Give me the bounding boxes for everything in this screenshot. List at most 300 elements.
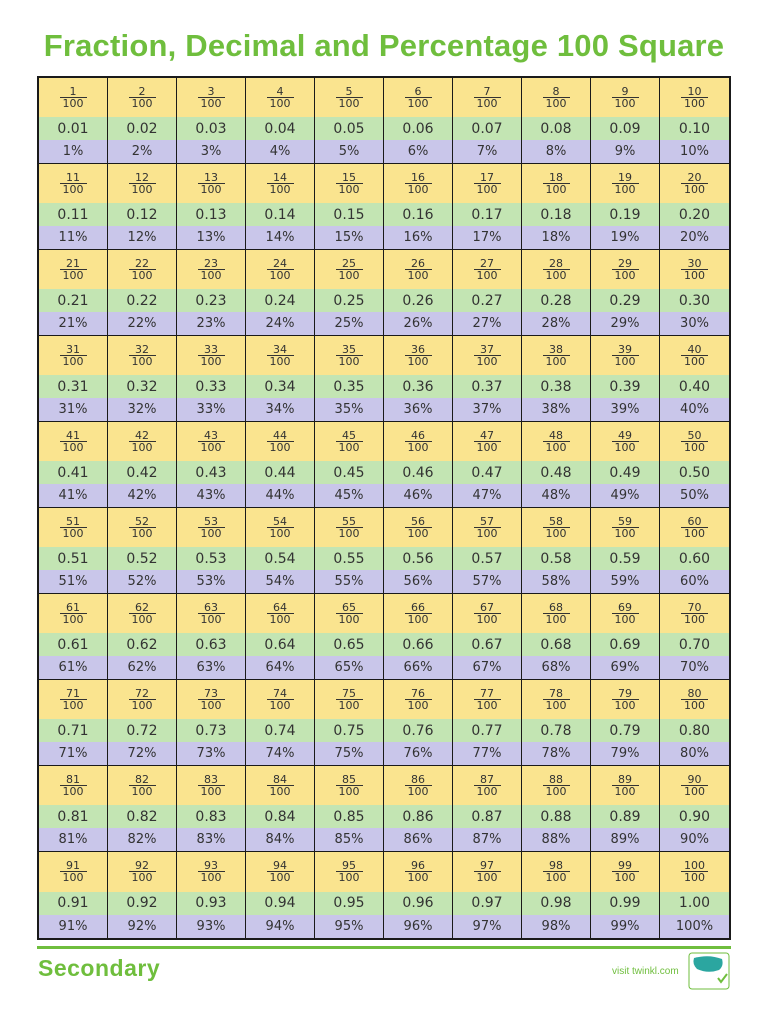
percentage-value: 2% bbox=[108, 140, 176, 163]
fraction-denominator: 100 bbox=[612, 613, 639, 626]
fraction-denominator: 100 bbox=[405, 527, 432, 540]
fraction-numerator: 99 bbox=[618, 858, 632, 872]
fraction-band bbox=[453, 680, 521, 719]
fraction-denominator: 100 bbox=[543, 527, 570, 540]
percentage-value: 9% bbox=[591, 140, 659, 163]
fraction-band bbox=[591, 336, 659, 375]
fraction-numerator: 9 bbox=[621, 84, 629, 98]
fraction-band bbox=[453, 852, 521, 892]
fraction-denominator: 100 bbox=[474, 785, 501, 798]
percentage-value: 61% bbox=[39, 656, 107, 679]
fraction-numerator: 77 bbox=[480, 686, 494, 700]
fraction-numerator: 70 bbox=[687, 600, 702, 614]
decimal-value: 0.47 bbox=[453, 461, 521, 484]
grid-cell bbox=[177, 422, 246, 508]
decimal-value: 0.55 bbox=[315, 547, 383, 570]
decimal-value: 0.79 bbox=[591, 719, 659, 742]
grid-cell bbox=[453, 336, 522, 422]
grid-cell bbox=[591, 680, 660, 766]
decimal-value: 0.86 bbox=[384, 805, 452, 828]
percentage-value: 25% bbox=[315, 312, 383, 335]
decimal-value: 0.63 bbox=[177, 633, 245, 656]
decimal-value: 0.03 bbox=[177, 117, 245, 140]
decimal-value: 0.28 bbox=[522, 289, 590, 312]
decimal-value: 0.81 bbox=[39, 805, 107, 828]
percentage-value: 78% bbox=[522, 742, 590, 765]
fraction-denominator: 100 bbox=[405, 183, 432, 196]
grid-cell bbox=[453, 766, 522, 852]
percentage-value: 27% bbox=[453, 312, 521, 335]
grid-cell bbox=[177, 164, 246, 250]
decimal-value: 0.78 bbox=[522, 719, 590, 742]
grid-cell bbox=[660, 594, 729, 680]
grid-cell bbox=[39, 766, 108, 852]
grid-cell bbox=[315, 336, 384, 422]
fraction-band bbox=[108, 852, 176, 892]
percentage-value: 15% bbox=[315, 226, 383, 249]
fraction-numerator: 14 bbox=[273, 170, 287, 184]
fraction-denominator: 100 bbox=[405, 97, 432, 110]
fraction-band bbox=[315, 78, 383, 117]
fraction-band bbox=[660, 766, 729, 805]
decimal-value: 0.64 bbox=[246, 633, 314, 656]
visit-link[interactable]: visit twinkl.com bbox=[612, 966, 679, 977]
fraction-band bbox=[39, 766, 107, 805]
fraction-numerator: 80 bbox=[687, 686, 702, 700]
fraction-numerator: 23 bbox=[204, 256, 218, 270]
percentage-value: 72% bbox=[108, 742, 176, 765]
decimal-value: 0.02 bbox=[108, 117, 176, 140]
fraction-denominator: 100 bbox=[612, 97, 639, 110]
fraction-numerator: 82 bbox=[135, 772, 149, 786]
fraction-numerator: 84 bbox=[273, 772, 287, 786]
fraction-denominator: 100 bbox=[336, 355, 363, 368]
fraction-denominator: 100 bbox=[267, 871, 294, 884]
fraction-numerator: 28 bbox=[549, 256, 563, 270]
fraction-numerator: 20 bbox=[687, 170, 702, 184]
fraction-band bbox=[177, 508, 245, 547]
grid-cell bbox=[591, 250, 660, 336]
fraction-denominator: 100 bbox=[681, 871, 708, 884]
decimal-value: 0.84 bbox=[246, 805, 314, 828]
decimal-value: 0.61 bbox=[39, 633, 107, 656]
fraction-band bbox=[246, 852, 314, 892]
grid-cell bbox=[384, 508, 453, 594]
grid-cell bbox=[660, 250, 729, 336]
fraction-denominator: 100 bbox=[543, 785, 570, 798]
fraction-numerator: 48 bbox=[549, 428, 563, 442]
grid-cell bbox=[39, 594, 108, 680]
fraction-band bbox=[522, 508, 590, 547]
grid-cell bbox=[246, 852, 315, 938]
grid-cell bbox=[522, 336, 591, 422]
grid-cell bbox=[39, 250, 108, 336]
decimal-value: 0.72 bbox=[108, 719, 176, 742]
fraction-band bbox=[39, 508, 107, 547]
fraction-band bbox=[39, 422, 107, 461]
fraction-numerator: 56 bbox=[411, 514, 425, 528]
fraction-numerator: 26 bbox=[411, 256, 425, 270]
fraction-denominator: 100 bbox=[198, 183, 225, 196]
fraction-numerator: 50 bbox=[687, 428, 702, 442]
percentage-value: 18% bbox=[522, 226, 590, 249]
percentage-value: 28% bbox=[522, 312, 590, 335]
decimal-value: 0.13 bbox=[177, 203, 245, 226]
fraction-band bbox=[315, 250, 383, 289]
decimal-value: 0.67 bbox=[453, 633, 521, 656]
fraction-denominator: 100 bbox=[267, 699, 294, 712]
fraction-denominator: 100 bbox=[681, 183, 708, 196]
percentage-value: 32% bbox=[108, 398, 176, 421]
fraction-denominator: 100 bbox=[129, 355, 156, 368]
fraction-band bbox=[453, 594, 521, 633]
fraction-denominator: 100 bbox=[543, 355, 570, 368]
grid-cell bbox=[315, 508, 384, 594]
grid-cell bbox=[315, 680, 384, 766]
decimal-value: 0.88 bbox=[522, 805, 590, 828]
decimal-value: 0.39 bbox=[591, 375, 659, 398]
fraction-band bbox=[177, 594, 245, 633]
grid-cell bbox=[384, 680, 453, 766]
percentage-value: 75% bbox=[315, 742, 383, 765]
percentage-value: 64% bbox=[246, 656, 314, 679]
percentage-value: 5% bbox=[315, 140, 383, 163]
fraction-denominator: 100 bbox=[681, 613, 708, 626]
fraction-band bbox=[384, 594, 452, 633]
grid-cell bbox=[453, 250, 522, 336]
fraction-denominator: 100 bbox=[336, 871, 363, 884]
percentage-value: 42% bbox=[108, 484, 176, 507]
fraction-band bbox=[384, 766, 452, 805]
percentage-value: 69% bbox=[591, 656, 659, 679]
percentage-value: 46% bbox=[384, 484, 452, 507]
grid-cell bbox=[591, 164, 660, 250]
fraction-band bbox=[39, 852, 107, 892]
grid-cell bbox=[108, 336, 177, 422]
fraction-denominator: 100 bbox=[543, 97, 570, 110]
decimal-value: 0.68 bbox=[522, 633, 590, 656]
decimal-value: 0.18 bbox=[522, 203, 590, 226]
grid-cell bbox=[246, 594, 315, 680]
fraction-numerator: 18 bbox=[549, 170, 563, 184]
decimal-value: 0.62 bbox=[108, 633, 176, 656]
fraction-band bbox=[315, 422, 383, 461]
percentage-value: 36% bbox=[384, 398, 452, 421]
fraction-denominator: 100 bbox=[129, 527, 156, 540]
fraction-numerator: 54 bbox=[273, 514, 287, 528]
fraction-numerator: 69 bbox=[618, 600, 632, 614]
fraction-denominator: 100 bbox=[543, 613, 570, 626]
percentage-value: 96% bbox=[384, 915, 452, 938]
decimal-value: 0.29 bbox=[591, 289, 659, 312]
fraction-denominator: 100 bbox=[474, 871, 501, 884]
fraction-denominator: 100 bbox=[267, 613, 294, 626]
twinkl-logo-icon[interactable] bbox=[688, 952, 730, 990]
fraction-denominator: 100 bbox=[336, 97, 363, 110]
fraction-numerator: 8 bbox=[552, 84, 560, 98]
percentage-value: 53% bbox=[177, 570, 245, 593]
fraction-denominator: 100 bbox=[267, 527, 294, 540]
fraction-numerator: 100 bbox=[684, 858, 705, 872]
fraction-band bbox=[108, 680, 176, 719]
fraction-numerator: 46 bbox=[411, 428, 425, 442]
decimal-value: 0.77 bbox=[453, 719, 521, 742]
fraction-numerator: 90 bbox=[687, 772, 702, 786]
percentage-value: 68% bbox=[522, 656, 590, 679]
fraction-band bbox=[39, 250, 107, 289]
fraction-denominator: 100 bbox=[543, 871, 570, 884]
fraction-band bbox=[453, 164, 521, 203]
decimal-value: 0.54 bbox=[246, 547, 314, 570]
grid-cell bbox=[522, 250, 591, 336]
fraction-band bbox=[315, 680, 383, 719]
fraction-denominator: 100 bbox=[198, 527, 225, 540]
percentage-value: 17% bbox=[453, 226, 521, 249]
grid-cell bbox=[591, 594, 660, 680]
fraction-denominator: 100 bbox=[336, 527, 363, 540]
fraction-band bbox=[591, 250, 659, 289]
fraction-band bbox=[591, 164, 659, 203]
fraction-numerator: 10 bbox=[687, 84, 702, 98]
grid-cell bbox=[453, 78, 522, 164]
decimal-value: 0.73 bbox=[177, 719, 245, 742]
fraction-band bbox=[522, 422, 590, 461]
fraction-numerator: 76 bbox=[411, 686, 425, 700]
percentage-value: 43% bbox=[177, 484, 245, 507]
fraction-band bbox=[453, 336, 521, 375]
fraction-denominator: 100 bbox=[129, 441, 156, 454]
percentage-value: 29% bbox=[591, 312, 659, 335]
decimal-value: 0.05 bbox=[315, 117, 383, 140]
grid-cell bbox=[246, 422, 315, 508]
fraction-numerator: 58 bbox=[549, 514, 563, 528]
fraction-denominator: 100 bbox=[60, 613, 87, 626]
percentage-value: 16% bbox=[384, 226, 452, 249]
fraction-band bbox=[591, 594, 659, 633]
decimal-value: 0.57 bbox=[453, 547, 521, 570]
secondary-brand-label: Secondary bbox=[38, 955, 161, 981]
grid-cell bbox=[108, 164, 177, 250]
decimal-value: 0.90 bbox=[660, 805, 729, 828]
fraction-denominator: 100 bbox=[474, 527, 501, 540]
fraction-numerator: 66 bbox=[411, 600, 425, 614]
percentage-value: 66% bbox=[384, 656, 452, 679]
grid-cell bbox=[108, 852, 177, 938]
fraction-denominator: 100 bbox=[405, 699, 432, 712]
fraction-numerator: 86 bbox=[411, 772, 425, 786]
grid-cell bbox=[177, 250, 246, 336]
fraction-numerator: 59 bbox=[618, 514, 632, 528]
decimal-value: 0.71 bbox=[39, 719, 107, 742]
fraction-numerator: 45 bbox=[342, 428, 356, 442]
decimal-value: 0.93 bbox=[177, 892, 245, 915]
decimal-value: 0.04 bbox=[246, 117, 314, 140]
fraction-denominator: 100 bbox=[681, 441, 708, 454]
percentage-value: 100% bbox=[660, 915, 729, 938]
grid-cell bbox=[591, 336, 660, 422]
fraction-denominator: 100 bbox=[129, 785, 156, 798]
fraction-band bbox=[384, 508, 452, 547]
grid-cell bbox=[591, 508, 660, 594]
decimal-value: 0.17 bbox=[453, 203, 521, 226]
decimal-value: 0.91 bbox=[39, 892, 107, 915]
fraction-numerator: 72 bbox=[135, 686, 149, 700]
grid-cell bbox=[177, 336, 246, 422]
fraction-numerator: 11 bbox=[66, 170, 80, 184]
decimal-value: 0.32 bbox=[108, 375, 176, 398]
fraction-band bbox=[108, 336, 176, 375]
percentage-value: 79% bbox=[591, 742, 659, 765]
fraction-band bbox=[108, 78, 176, 117]
decimal-value: 0.42 bbox=[108, 461, 176, 484]
fraction-band bbox=[384, 336, 452, 375]
grid-cell bbox=[384, 852, 453, 938]
fraction-denominator: 100 bbox=[198, 269, 225, 282]
fraction-band bbox=[177, 852, 245, 892]
fraction-numerator: 15 bbox=[342, 170, 356, 184]
percentage-value: 24% bbox=[246, 312, 314, 335]
fraction-denominator: 100 bbox=[543, 183, 570, 196]
fraction-denominator: 100 bbox=[474, 613, 501, 626]
fraction-band bbox=[591, 422, 659, 461]
decimal-value: 0.58 bbox=[522, 547, 590, 570]
fraction-denominator: 100 bbox=[405, 871, 432, 884]
grid-cell bbox=[591, 852, 660, 938]
decimal-value: 0.11 bbox=[39, 203, 107, 226]
fraction-numerator: 38 bbox=[549, 342, 563, 356]
fraction-denominator: 100 bbox=[612, 871, 639, 884]
decimal-value: 0.20 bbox=[660, 203, 729, 226]
grid-cell bbox=[453, 852, 522, 938]
fraction-band bbox=[384, 164, 452, 203]
fraction-denominator: 100 bbox=[336, 269, 363, 282]
fraction-numerator: 62 bbox=[135, 600, 149, 614]
fraction-denominator: 100 bbox=[129, 871, 156, 884]
percentage-value: 87% bbox=[453, 828, 521, 851]
decimal-value: 0.34 bbox=[246, 375, 314, 398]
decimal-value: 0.23 bbox=[177, 289, 245, 312]
grid-cell bbox=[522, 508, 591, 594]
decimal-value: 0.82 bbox=[108, 805, 176, 828]
percentage-value: 1% bbox=[39, 140, 107, 163]
fraction-denominator: 100 bbox=[681, 355, 708, 368]
fraction-denominator: 100 bbox=[198, 699, 225, 712]
decimal-value: 0.07 bbox=[453, 117, 521, 140]
fraction-band bbox=[522, 164, 590, 203]
fraction-band bbox=[522, 594, 590, 633]
fraction-numerator: 93 bbox=[204, 858, 218, 872]
percentage-value: 85% bbox=[315, 828, 383, 851]
decimal-value: 1.00 bbox=[660, 892, 729, 915]
fraction-numerator: 47 bbox=[480, 428, 494, 442]
grid-cell bbox=[315, 852, 384, 938]
grid-cell bbox=[108, 766, 177, 852]
decimal-value: 0.44 bbox=[246, 461, 314, 484]
fraction-denominator: 100 bbox=[198, 355, 225, 368]
fraction-band bbox=[39, 680, 107, 719]
fraction-numerator: 12 bbox=[135, 170, 149, 184]
fraction-denominator: 100 bbox=[267, 441, 294, 454]
fraction-denominator: 100 bbox=[60, 355, 87, 368]
grid-cell bbox=[384, 336, 453, 422]
percentage-value: 40% bbox=[660, 398, 729, 421]
decimal-value: 0.80 bbox=[660, 719, 729, 742]
decimal-value: 0.50 bbox=[660, 461, 729, 484]
fraction-numerator: 36 bbox=[411, 342, 425, 356]
fraction-denominator: 100 bbox=[405, 355, 432, 368]
grid-cell bbox=[108, 78, 177, 164]
fraction-band bbox=[591, 78, 659, 117]
fraction-denominator: 100 bbox=[60, 441, 87, 454]
grid-cell bbox=[246, 336, 315, 422]
decimal-value: 0.19 bbox=[591, 203, 659, 226]
fraction-band bbox=[39, 336, 107, 375]
grid-cell bbox=[246, 766, 315, 852]
fraction-denominator: 100 bbox=[543, 441, 570, 454]
fraction-denominator: 100 bbox=[336, 613, 363, 626]
decimal-value: 0.26 bbox=[384, 289, 452, 312]
fraction-denominator: 100 bbox=[681, 97, 708, 110]
fraction-band bbox=[522, 78, 590, 117]
decimal-value: 0.36 bbox=[384, 375, 452, 398]
fraction-numerator: 34 bbox=[273, 342, 287, 356]
percentage-value: 99% bbox=[591, 915, 659, 938]
decimal-value: 0.22 bbox=[108, 289, 176, 312]
grid-cell bbox=[660, 78, 729, 164]
fraction-numerator: 49 bbox=[618, 428, 632, 442]
fraction-numerator: 65 bbox=[342, 600, 356, 614]
fraction-numerator: 37 bbox=[480, 342, 494, 356]
fraction-numerator: 33 bbox=[204, 342, 218, 356]
decimal-value: 0.01 bbox=[39, 117, 107, 140]
fraction-numerator: 16 bbox=[411, 170, 425, 184]
fraction-numerator: 27 bbox=[480, 256, 494, 270]
percentage-value: 6% bbox=[384, 140, 452, 163]
percentage-value: 89% bbox=[591, 828, 659, 851]
grid-cell bbox=[453, 422, 522, 508]
grid-cell bbox=[108, 508, 177, 594]
fraction-numerator: 22 bbox=[135, 256, 149, 270]
percentage-value: 60% bbox=[660, 570, 729, 593]
percentage-value: 44% bbox=[246, 484, 314, 507]
fraction-band bbox=[660, 250, 729, 289]
fraction-numerator: 81 bbox=[66, 772, 80, 786]
grid-cell bbox=[522, 680, 591, 766]
decimal-value: 0.89 bbox=[591, 805, 659, 828]
fraction-band bbox=[315, 508, 383, 547]
percentage-value: 10% bbox=[660, 140, 729, 163]
fraction-band bbox=[522, 852, 590, 892]
fraction-numerator: 91 bbox=[66, 858, 80, 872]
fraction-numerator: 64 bbox=[273, 600, 287, 614]
fraction-band bbox=[177, 336, 245, 375]
fraction-band bbox=[108, 594, 176, 633]
grid-cell bbox=[384, 766, 453, 852]
percentage-value: 4% bbox=[246, 140, 314, 163]
grid-cell bbox=[384, 594, 453, 680]
grid-cell bbox=[453, 164, 522, 250]
grid-cell bbox=[177, 766, 246, 852]
percentage-value: 22% bbox=[108, 312, 176, 335]
percentage-value: 90% bbox=[660, 828, 729, 851]
fraction-band bbox=[108, 508, 176, 547]
percentage-value: 51% bbox=[39, 570, 107, 593]
fraction-denominator: 100 bbox=[60, 871, 87, 884]
decimal-value: 0.40 bbox=[660, 375, 729, 398]
fraction-denominator: 100 bbox=[681, 269, 708, 282]
decimal-value: 0.38 bbox=[522, 375, 590, 398]
decimal-value: 0.98 bbox=[522, 892, 590, 915]
